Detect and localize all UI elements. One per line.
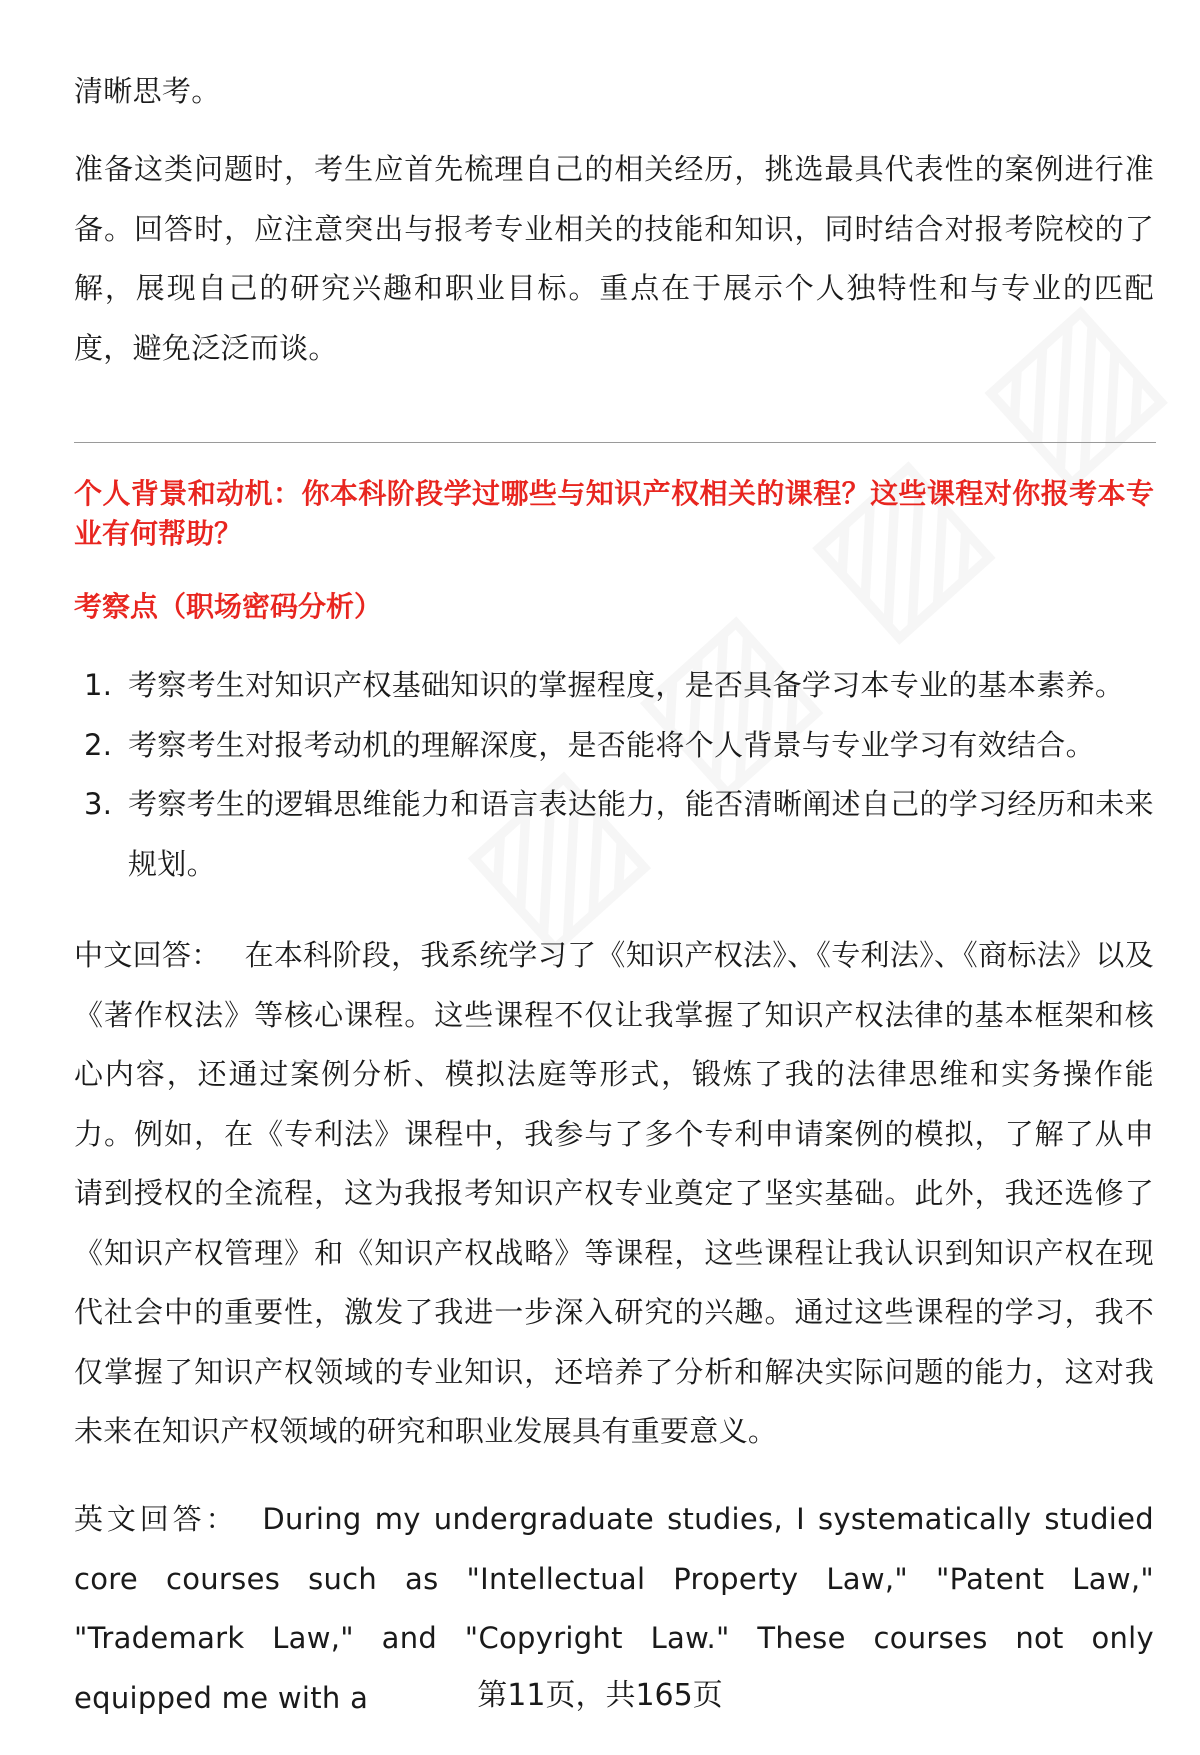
list-item-text: 考察考生对知识产权基础知识的掌握程度，是否具备学习本专业的基本素养。 xyxy=(128,668,1125,702)
list-item-text: 考察考生对报考动机的理解深度，是否能将个人背景与专业学习有效结合。 xyxy=(128,727,1095,762)
section-divider xyxy=(74,442,1156,443)
question-heading: 个人背景和动机：你本科阶段学过哪些与知识产权相关的课程？这些课程对你报考本专业有何帮助？ xyxy=(74,477,1154,550)
chinese-answer-text: 在本科阶段，我系统学习了《知识产权法》、《专利法》、《商标法》以及《著作权法》等核心课程。这些课程不仅让我掌握了知识产权法律的基本框架和核心内容，还通过案例分析、模拟法庭等形式，锻炼了我的法律思维和实务操作能力。例如，在《专利法》课程中，我参与了多个专利申请案例的模拟，了解了从申请到授权的全流程，这为我报考知识产权专业奠定了坚实基础。此外，我还选修了《知识产权管理》和《知识产权战略》等课程，这些课程让我认识到知识产权在现代社会中的重要性，激发了我进一步深入研究的兴趣。通过这些课程的学习，我不仅掌握了知识产权领域的专业知识，还培养了分析和解决实际问题的能力，这对我未来在知识产权领域的研究和职业发展具有重要意义。 xyxy=(74,938,1154,1448)
intro-tail-text: 清晰思考。 xyxy=(74,74,221,108)
list-item-number: 2. xyxy=(84,727,113,762)
list-item xyxy=(74,775,1154,894)
list-item-text: 考察考生的逻辑思维能力和语言表达能力，能否清晰阐述自己的学习经历和未来规划。 xyxy=(128,787,1154,881)
section-heading: 考察点（职场密码分析） xyxy=(74,590,383,623)
chinese-answer-paragraph xyxy=(74,926,1154,1462)
prep-paragraph: 准备这类问题时，考生应首先梳理自己的相关经历，挑选最具代表性的案例进行准备。回答时，应注意突出与报考专业相关的技能和知识，同时结合对报考院校的了解，展现自己的研究兴趣和职业目标。重点在于展示个人独特性和与专业的匹配度，避免泛泛而谈。 xyxy=(74,152,1154,365)
list-item-number: 3. xyxy=(84,787,113,821)
list-item xyxy=(74,716,1154,776)
page-number-footer: 第11页，共165页 xyxy=(477,1678,723,1713)
chinese-answer-label: 中文回答： xyxy=(74,938,221,972)
list-item xyxy=(74,656,1154,716)
list-item-number: 1. xyxy=(84,668,113,702)
assessment-points-list xyxy=(74,656,1154,894)
english-answer-text: During my undergraduate studies, I systematically studied core courses such as "Intellectual Property Law," "Patent Law," "Trademark Law," and "Copyright Law." These courses not only equipped me with a xyxy=(74,1502,1154,1715)
english-answer-label: 英文回答： xyxy=(74,1502,239,1536)
